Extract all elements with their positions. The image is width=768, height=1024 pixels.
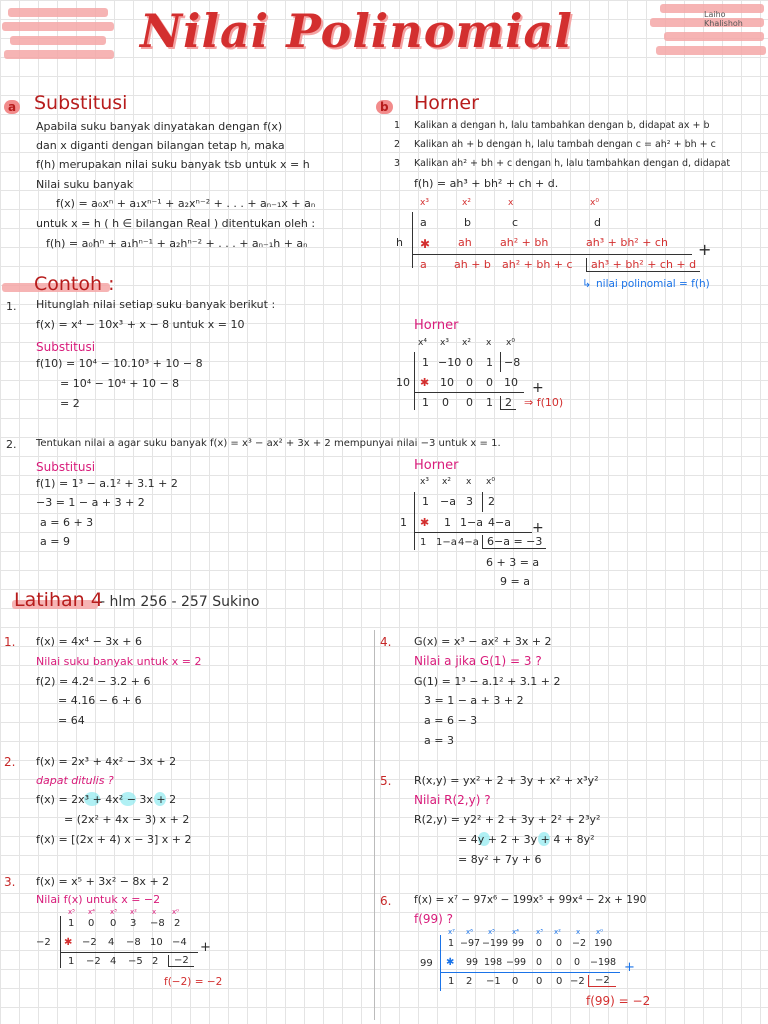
power-label: x⁰ (506, 338, 515, 348)
power-label: x² (442, 477, 451, 487)
question: Nilai f(x) untuk x = −2 (36, 893, 161, 906)
coef: −10 (438, 356, 462, 369)
power-label: x⁶ (466, 928, 473, 936)
sum: ah + b (454, 258, 491, 271)
horner-sum-line (412, 254, 692, 255)
question: R(x,y) = yx² + 2 + 3y + x² + x³y² (414, 774, 599, 787)
step-number: 2 (394, 139, 401, 150)
text-line: dan x diganti dengan bilangan tetap h, maka (36, 139, 285, 152)
plus-icon: + (698, 240, 712, 259)
arrow-icon: ↳ (582, 277, 592, 290)
sum: 1 (448, 976, 455, 987)
coef: 1 (486, 356, 493, 369)
formula: f(h) = a₀hⁿ + a₁hⁿ⁻¹ + a₂hⁿ⁻² + . . . + aₙ₋₁h + aₙ (46, 237, 308, 250)
horner-sum-line (414, 532, 532, 533)
horner-divider (440, 935, 441, 991)
item-number: 6. (380, 894, 392, 908)
power-label: x³ (440, 338, 449, 348)
product: 10 (440, 376, 454, 389)
note: nilai polinomial = f(h) (596, 278, 710, 290)
sum: ah² + bh + c (502, 258, 573, 271)
step: f(x) = [(2x + 4) x − 3] x + 2 (36, 833, 192, 846)
item-number: 5. (380, 774, 392, 788)
author-label: Laiho Khalishoh (704, 10, 743, 28)
coef: c (512, 216, 519, 229)
item-number: 1. (4, 635, 16, 649)
result-box: ah³ + bh² + ch + d (586, 258, 700, 272)
question: f(x) = 4x⁴ − 3x + 6 (36, 635, 143, 648)
power-label: x (152, 908, 157, 916)
decor-highlight (2, 22, 114, 31)
sum: −2 (86, 956, 101, 967)
power-label: x³ (420, 198, 429, 208)
horner-label: Horner (414, 318, 459, 333)
product: 0 (466, 376, 473, 389)
question: Nilai R(2,y) ? (414, 793, 491, 807)
step: = 4.16 − 6 + 6 (58, 694, 142, 707)
step: f(1) = 1³ − a.1² + 3.1 + 2 (36, 477, 178, 490)
plus-icon: + (532, 380, 544, 396)
power-label: x⁰ (172, 908, 179, 916)
step: R(2,y) = y2² + 2 + 3y + 2² + 2³y² (414, 813, 601, 826)
result-label: f(−2) = −2 (164, 976, 223, 988)
item-number: 3. (4, 875, 16, 889)
coef: −97 (460, 938, 481, 949)
coef: b (464, 216, 471, 229)
sum: 0 (556, 976, 563, 987)
sum: 1 (68, 956, 75, 967)
horner-sum-line (60, 952, 198, 953)
sum: 4−a (458, 537, 479, 548)
product: ah (458, 236, 472, 249)
horner-divider (412, 212, 413, 268)
product: 0 (574, 957, 581, 968)
sum: 1 (420, 537, 427, 548)
coef: 0 (110, 918, 117, 929)
horner-h: 99 (420, 958, 433, 969)
item-number: 2. (4, 755, 16, 769)
power-label: x⁴ (512, 928, 519, 936)
sum: 1−a (436, 537, 457, 548)
question: Nilai suku banyak untuk x = 2 (36, 655, 202, 668)
step: f(10) = 10⁴ − 10.10³ + 10 − 8 (36, 357, 203, 370)
step: = (2x² + 4x − 3) x + 2 (64, 813, 190, 826)
question: G(x) = x³ − ax² + 3x + 2 (414, 635, 552, 648)
horner-sum-line (440, 972, 620, 973)
text-line: Apabila suku banyak dinyatakan dengan f(x) (36, 120, 283, 133)
power-label: x⁰ (486, 477, 495, 487)
result-label: f(99) = −2 (586, 994, 651, 1008)
decor-highlight (8, 8, 108, 17)
product: ah³ + bh² + ch (586, 236, 668, 249)
power-label: x² (130, 908, 137, 916)
coef: 2 (174, 918, 181, 929)
text-line: f(h) merupakan nilai suku banyak tsb untuk x = h (36, 158, 310, 171)
coef: −a (440, 495, 456, 508)
asterisk-icon: ✱ (420, 237, 431, 251)
step-text: Kalikan ah² + bh + c dengan h, lalu tambahkan dengan d, didapat (414, 158, 731, 169)
power-label: x (508, 198, 514, 208)
power-label: x² (462, 338, 471, 348)
step: = 4y + 2 + 3y + 4 + 8y² (458, 833, 595, 846)
contoh-heading: Contoh : (34, 273, 115, 295)
coef: 99 (512, 938, 525, 949)
sum: 1 (422, 396, 429, 409)
coef: 3 (130, 918, 137, 929)
step: = 64 (58, 714, 85, 727)
sum: 4 (110, 956, 117, 967)
step: f(x) = 2x³ + 4x² − 3x + 2 (36, 793, 177, 806)
power-label: x (576, 928, 581, 936)
coef: 1 (422, 495, 429, 508)
step: f(2) = 4.2⁴ − 3.2 + 6 (36, 675, 151, 688)
step: a = 6 + 3 (40, 516, 94, 529)
text-line: untuk x = h ( h ∈ bilangan Real ) ditentukan oleh : (36, 217, 316, 230)
result-label: ⇒ f(10) (524, 396, 564, 409)
section-a-tag: a (4, 100, 20, 114)
power-label: x (486, 338, 492, 348)
coef: 0 (536, 938, 543, 949)
product: 1 (444, 516, 451, 529)
section-a-heading: Substitusi (34, 92, 128, 114)
step: G(1) = 1³ − a.1² + 3.1 + 2 (414, 675, 561, 688)
item-number: 1. (6, 300, 17, 313)
horner-h: h (396, 236, 403, 249)
product: 99 (466, 957, 479, 968)
sum: 0 (512, 976, 519, 987)
product: 198 (484, 957, 503, 968)
plus-icon: + (624, 960, 635, 975)
text-line: Nilai suku banyak (36, 178, 134, 191)
result-box: −2 (588, 975, 616, 987)
product: −8 (126, 937, 141, 948)
question: f(x) = x⁴ − 10x³ + x − 8 untuk x = 10 (36, 318, 245, 331)
coef: 1 (422, 356, 429, 369)
product: 4 (108, 937, 115, 948)
item-number: 4. (380, 635, 392, 649)
latihan-subheading: - hlm 256 - 257 Sukino (100, 594, 260, 610)
step: = 8y² + 7y + 6 (458, 853, 542, 866)
power-label: x⁷ (448, 928, 455, 936)
result-box: −2 (168, 955, 194, 967)
step-number: 3 (394, 158, 401, 169)
horner-h: 10 (396, 376, 410, 389)
result-box: 2 (500, 396, 516, 410)
coef: 3 (466, 495, 473, 508)
step: a = 3 (424, 734, 454, 747)
sub-heading: Substitusi (36, 340, 96, 354)
sum: 0 (536, 976, 543, 987)
step: 3 = 1 − a + 3 + 2 (424, 694, 524, 707)
coef: 1 (448, 938, 455, 949)
section-b-heading: Horner (414, 92, 479, 114)
product: 10 (504, 376, 518, 389)
question: f(x) = x⁵ + 3x² − 8x + 2 (36, 875, 170, 888)
latihan-heading: Latihan 4 (14, 589, 103, 611)
power-label: x⁰ (590, 198, 599, 208)
coef: 190 (594, 938, 613, 949)
product: 1−a (460, 516, 483, 529)
result-box: 6−a = −3 (482, 535, 546, 549)
power-label: x⁴ (88, 908, 95, 916)
question: f(x) = 2x³ + 4x² − 3x + 2 (36, 755, 177, 768)
formula: f(x) = a₀xⁿ + a₁xⁿ⁻¹ + a₂xⁿ⁻² + . . . + aₙ₋₁x + aₙ (56, 197, 316, 210)
product: 10 (150, 937, 163, 948)
page-title: Nilai Polinomial (140, 4, 573, 58)
question: Tentukan nilai a agar suku banyak f(x) = x³ − ax² + 3x + 2 mempunyai nilai −3 untuk x = 1. (36, 438, 501, 449)
coef: 1 (68, 918, 75, 929)
question: f(x) = x⁷ − 97x⁶ − 199x⁵ + 99x⁴ − 2x + 190 (414, 894, 647, 906)
power-label: x² (554, 928, 561, 936)
coef: 0 (556, 938, 563, 949)
power-label: x (466, 477, 472, 487)
product: ah² + bh (500, 236, 549, 249)
power-label: x⁵ (68, 908, 75, 916)
question: f(99) ? (414, 912, 454, 926)
sum: 2 (152, 956, 159, 967)
step: = 10⁴ − 10⁴ + 10 − 8 (60, 377, 180, 390)
step: = 2 (60, 397, 80, 410)
asterisk-icon: ✱ (446, 957, 455, 968)
coef: 0 (88, 918, 95, 929)
decor-highlight (656, 46, 766, 55)
step: 6 + 3 = a (486, 556, 540, 569)
question: Hitunglah nilai setiap suku banyak berikut : (36, 298, 276, 311)
power-label: x⁵ (488, 928, 495, 936)
sum: 1 (486, 396, 493, 409)
question: dapat ditulis ? (36, 774, 114, 787)
product: −2 (82, 937, 97, 948)
section-b-tag: b (376, 100, 393, 114)
step-number: 1 (394, 120, 401, 131)
product: −198 (590, 957, 617, 968)
power-label: x² (462, 198, 471, 208)
sum: a (420, 258, 427, 271)
sum: −1 (486, 976, 501, 987)
decor-highlight (4, 50, 114, 59)
power-label: x³ (420, 477, 429, 487)
asterisk-icon: ✱ (64, 937, 73, 948)
horner-h: 1 (400, 516, 407, 529)
column-divider (374, 630, 375, 1020)
sum: −2 (570, 976, 585, 987)
coef: −8 (150, 918, 165, 929)
product: 0 (486, 376, 493, 389)
step: −3 = 1 − a + 3 + 2 (36, 496, 145, 509)
horner-divider (500, 352, 501, 372)
decor-highlight (664, 32, 764, 41)
asterisk-icon: ✱ (420, 516, 430, 529)
horner-h: −2 (36, 937, 51, 948)
product: −4 (172, 937, 187, 948)
product: −99 (506, 957, 527, 968)
asterisk-icon: ✱ (420, 376, 430, 389)
coef: −2 (572, 938, 587, 949)
coef: −8 (504, 356, 521, 369)
formula: f(h) = ah³ + bh² + ch + d. (414, 177, 559, 190)
product: 0 (536, 957, 543, 968)
horner-divider (414, 352, 415, 410)
horner-divider (414, 492, 415, 550)
power-label: x⁰ (596, 928, 603, 936)
horner-sum-line (414, 392, 524, 393)
decor-highlight (10, 36, 106, 45)
question: Nilai a jika G(1) = 3 ? (414, 654, 542, 668)
step: a = 6 − 3 (424, 714, 478, 727)
sum: −5 (128, 956, 143, 967)
coef: 2 (488, 495, 495, 508)
step: 9 = a (500, 575, 530, 588)
sub-heading: Substitusi (36, 460, 96, 474)
sum: 0 (442, 396, 449, 409)
product: 0 (556, 957, 563, 968)
product: 4−a (488, 516, 511, 529)
horner-divider (60, 916, 61, 968)
step-text: Kalikan a dengan h, lalu tambahkan dengan b, didapat ax + b (414, 120, 710, 131)
item-number: 2. (6, 438, 17, 451)
horner-label: Horner (414, 458, 459, 473)
power-label: x⁴ (418, 338, 427, 348)
coef: a (420, 216, 427, 229)
plus-icon: + (200, 940, 211, 955)
horner-divider (482, 492, 483, 512)
sum: 2 (466, 976, 473, 987)
power-label: x³ (536, 928, 543, 936)
coef: −199 (482, 938, 509, 949)
coef: 0 (466, 356, 473, 369)
step-text: Kalikan ah + b dengan h, lalu tambah dengan c = ah² + bh + c (414, 139, 716, 150)
coef: d (594, 216, 601, 229)
power-label: x³ (110, 908, 117, 916)
sum: 0 (466, 396, 473, 409)
step: a = 9 (40, 535, 70, 548)
plus-icon: + (532, 520, 544, 536)
